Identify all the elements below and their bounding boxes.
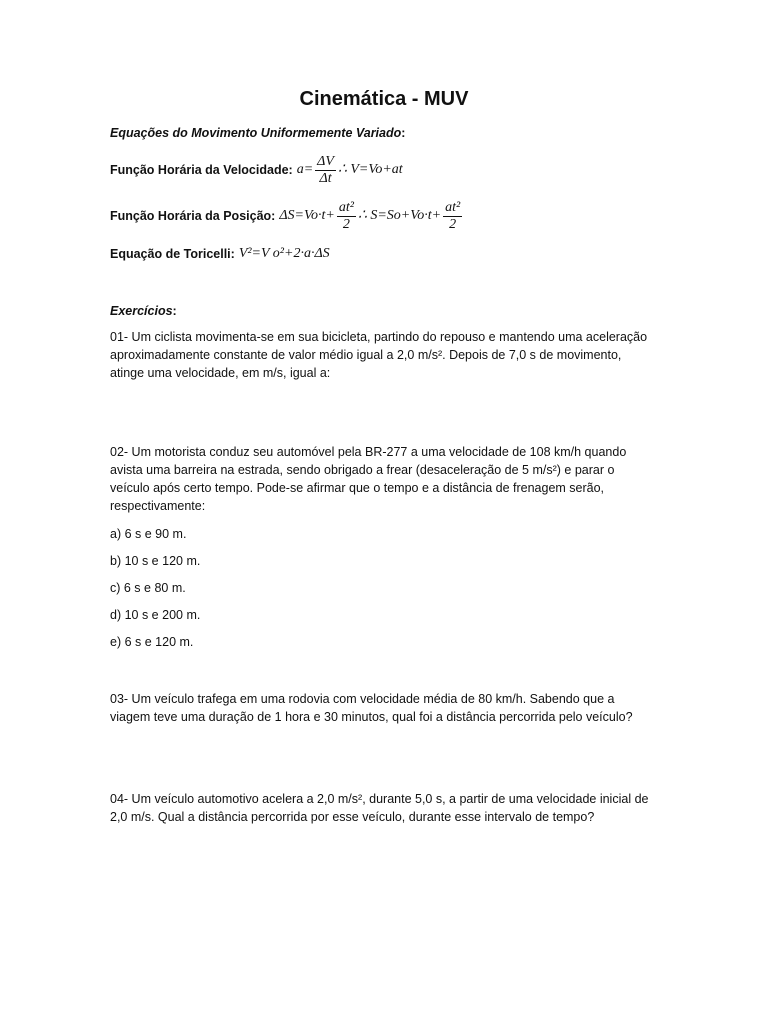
position-fraction-2-denominator: 2	[449, 216, 457, 232]
question-2: 02- Um motorista conduz seu automóvel pela BR-277 a uma velocidade de 108 km/h quando avista uma barreira na estrada, sendo obrigado a frear (desaceleração de 5 m/s²) e parar o veículo após certo tempo. Pode-se afirmar que o tempo e a distância de frenagem serão, respectivamente:	[110, 445, 627, 513]
question-2-option-b: b) 10 s e 120 m.	[110, 554, 201, 568]
exercises-heading-colon: :	[172, 304, 177, 318]
equations-heading-text: Equações do Movimento Uniformemente Variado	[110, 126, 402, 140]
question-2-option-e: e) 6 s e 120 m.	[110, 635, 194, 649]
velocity-fraction-denominator: Δt	[319, 170, 332, 186]
position-fraction-2	[443, 200, 462, 233]
velocity-rest: ∴ V=Vo+at	[337, 162, 403, 177]
question-4: 04- Um veículo automotivo acelera a 2,0 m/s², durante 5,0 s, a partir de uma velocidade inicial de 2,0 m/s. Qual a distância percorrida por esse veículo, durante esse intervalo de tempo?	[110, 792, 649, 824]
page-title: Cinemática - MUV	[299, 88, 469, 110]
equations-heading-colon: :	[401, 126, 406, 140]
velocity-label: Função Horária da Velocidade:	[110, 163, 293, 177]
position-equation	[110, 196, 670, 236]
velocity-equation	[110, 152, 670, 188]
position-label: Função Horária da Posição:	[110, 209, 276, 223]
question-3: 03- Um veículo trafega em uma rodovia com velocidade média de 80 km/h. Sabendo que a viagem teve uma duração de 1 hora e 30 minutos, qual foi a distância percorrida pelo veículo?	[110, 692, 633, 724]
question-2-option-c: c) 6 s e 80 m.	[110, 581, 186, 595]
position-fraction-2-numerator: at²	[445, 199, 461, 215]
velocity-fraction-numerator: ΔV	[317, 153, 334, 169]
position-fraction-1-denominator: 2	[342, 216, 350, 232]
position-mid: ∴ S=So+Vo·t+	[357, 208, 442, 223]
exercises-heading-text: Exercícios	[110, 304, 173, 318]
equations-heading	[110, 124, 670, 142]
velocity-fraction	[315, 154, 336, 187]
position-fraction-1-numerator: at²	[338, 199, 354, 215]
question-1: 01- Um ciclista movimenta-se em sua bicicleta, partindo do repouso e mantendo uma aceleração aproximadamente constante de valor médio igual a 2,0 m/s². Depois de 7,0 s de movimento, atinge uma velocidade, em m/s, igual a:	[110, 330, 648, 380]
velocity-lhs: a=	[296, 162, 314, 177]
question-2-option-a: a) 6 s e 90 m.	[110, 527, 187, 541]
torricelli-label: Equação de Toricelli:	[110, 247, 235, 261]
torricelli-equation	[110, 245, 670, 263]
question-2-option-d: d) 10 s e 200 m.	[110, 608, 201, 622]
exercises-heading	[110, 302, 670, 320]
position-lhs: ΔS=Vo·t+	[279, 208, 335, 223]
position-fraction-1	[337, 200, 356, 233]
torricelli-formula: V²=V o²+2·a·ΔS	[238, 246, 330, 261]
